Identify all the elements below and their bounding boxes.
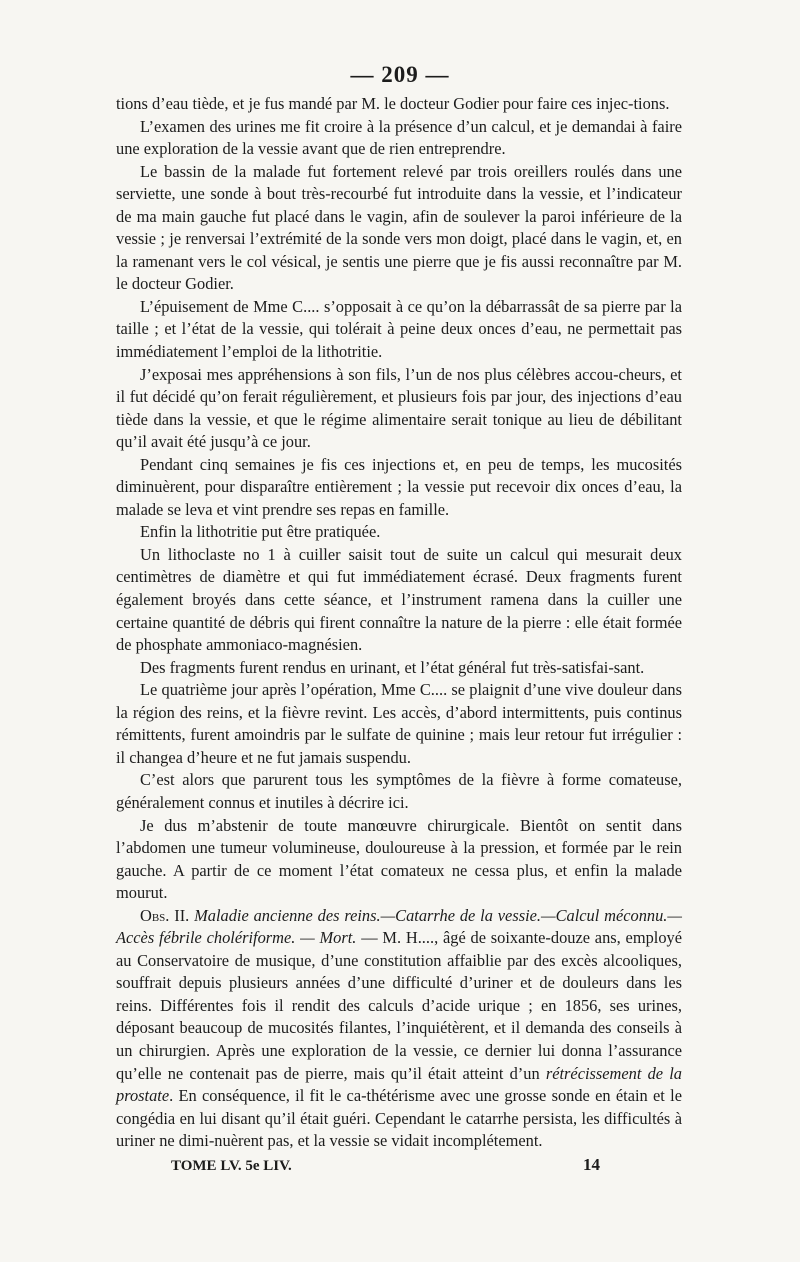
observation-italic-phrase: rétrécissement de la prostate (116, 1063, 682, 1106)
observation-paragraph (116, 905, 682, 1153)
paragraph: L’examen des urines me fit croire à la présence d’un calcul, et je demandai à faire une exploration de la vessie avant que de rien entreprendre. (116, 116, 682, 159)
observation-title: Maladie ancienne des reins.—Catarrhe de la vessie.—Calcul méconnu.—Accès fébrile cholériforme. — Mort. (116, 905, 682, 948)
body-text (116, 93, 682, 1153)
observation-text-end: . En conséquence, il fit le ca-thétérisme avec une grosse sonde en étain et le congédia en lui disant qu’il était guéri. Cependant le catarrhe persista, les difficultés à uriner ne dimi-nuèrent pas, et la vessie se vidait incomplétement. (116, 1086, 682, 1151)
paragraph: Le bassin de la malade fut fortement relevé par trois oreillers roulés dans une serviette, une sonde à bout très-recourbé fut introduite dans la vessie, et l’indicateur de ma main gauche fut placé dans le vagin, afin de soulever la paroi inférieure de la vessie ; je renversai l’extrémité de la sonde vers mon doigt, placé dans le vagin, et, en la ramenant vers le col vésical, je sentis une pierre que je fis aussi reconnaître par M. le docteur Godier. (116, 161, 682, 294)
paragraph: Le quatrième jour après l’opération, Mme C.... se plaignit d’une vive douleur dans la région des reins, et la fièvre revint. Les accès, d’abord intermittents, puis continus rémittents, furent amoindris par le sulfate de quinine ; mais leur retour fut irrégulier : il changea d’heure et ne fut jamais suspendu. (116, 680, 682, 767)
paragraph: Des fragments furent rendus en urinant, et l’état général fut très-satisfai-sant. (140, 657, 645, 677)
observation-label: Obs. II. (140, 905, 190, 925)
paragraph: Un lithoclaste no 1 à cuiller saisit tout de suite un calcul qui mesurait deux centimètres de diamètre et qui fut immédiatement écrasé. Deux fragments furent également broyés dans cette séance, et l’instrument ramena dans la cuiller une certaine quantité de débris qui firent connaître la nature de la pierre : elle était formée de phosphate ammoniaco-magnésien. (116, 544, 682, 655)
sheet-number: 14 (583, 1155, 600, 1174)
observation-text-start: — M. H...., âgé de soixante-douze ans, employé au Conservatoire de musique, d’une constitution affaiblie par des excès alcooliques, souffrait depuis plusieurs années d’une difficulté d’uriner et de douleurs dans les reins. Différentes fois il rendit des calculs d’acide urique ; en 1856, ses urines, déposant beaucoup de mucosités filantes, l’inquiétèrent, et il demanda des conseils à un chirurgien. Après une exploration de la vessie, ce dernier lui donna l’assurance qu’elle ne contenait pas de pierre, mais qu’il était atteint d’un (116, 928, 682, 1083)
volume-signature: TOME LV. 5e LIV. (171, 1158, 292, 1174)
paragraph: Je dus m’abstenir de toute manœuvre chirurgicale. Bientôt on sentit dans l’abdomen une tumeur volumineuse, douloureuse à la pression, et formée par le rein gauche. A partir de ce moment l’état comateux ne cessa plus, et enfin la malade mourut. (116, 815, 682, 903)
paragraph: Enfin la lithotritie put être pratiquée. (140, 522, 381, 542)
paragraph: J’exposai mes appréhensions à son fils, l’un de nos plus célèbres accou-cheurs, et il fut décidé qu’on ferait régulièrement, et plusieurs fois par jour, des injections d’eau tiède dans la vessie, et que le régime alimentaire serait tonique au lieu de débilitant qu’il avait été jusqu’à ce jour. (116, 364, 682, 452)
paragraph: Pendant cinq semaines je fis ces injections et, en peu de temps, les mucosités diminuèrent, pour disparaître entièrement ; la vessie put recevoir dix onces d’eau, la malade se leva et vint prendre ses repas en famille. (116, 454, 682, 519)
paragraph: C’est alors que parurent tous les symptômes de la fièvre à forme comateuse, généralement connus et inutiles à décrire ici. (116, 770, 682, 812)
page-footer (171, 1155, 600, 1175)
paragraph: L’épuisement de Mme C.... s’opposait à ce qu’on la débarrassât de sa pierre par la taille ; et l’état de la vessie, qui tolérait à peine deux onces d’eau, ne permettait pas immédiatement l’emploi de la lithotritie. (116, 296, 682, 362)
paragraph: tions d’eau tiède, et je fus mandé par M. le docteur Godier pour faire ces injec-tions. (116, 94, 670, 113)
page-number: — 209 — (350, 62, 450, 87)
